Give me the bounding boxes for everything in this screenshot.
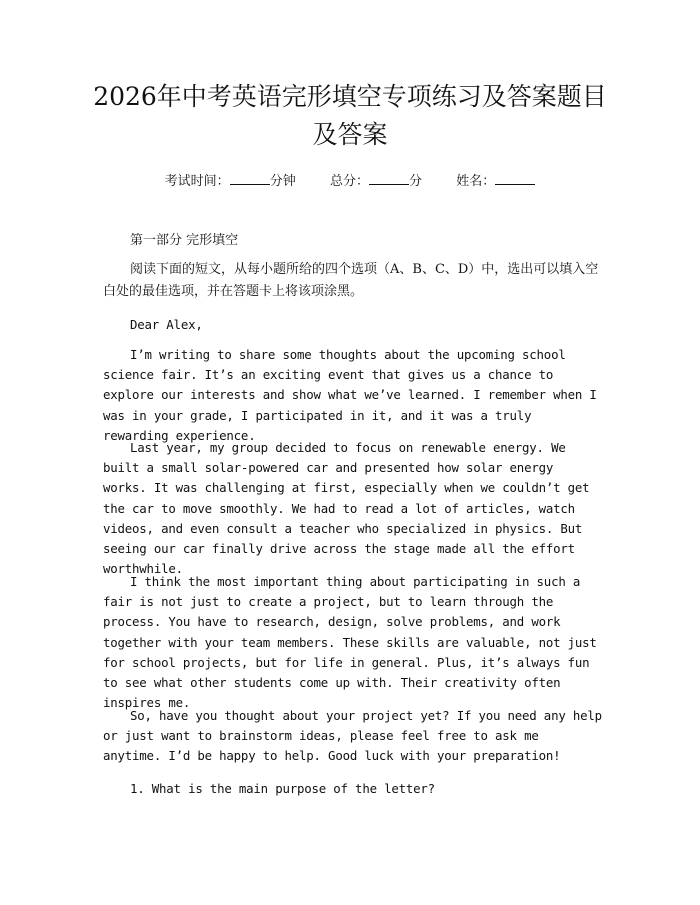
time-label: 考试时间：	[164, 174, 230, 189]
score-label: 总分：	[329, 174, 369, 189]
score-unit: 分	[409, 174, 423, 189]
question-1: 1. What is the main purpose of the letter?	[130, 781, 435, 796]
score-blank	[369, 172, 409, 185]
letter-paragraph-1: I’m writing to share some thoughts about the upcoming school science fair. It’s an exciting event that gives us a chance to explore our interests and show what we’ve learned. I remember when I was in your grade, I participated in it, and it was a truly rewarding experience.	[103, 347, 597, 443]
instructions-text: 阅读下面的短文，从每小题所给的四个选项（A、B、C、D）中，选出可以填入空白处的最佳选项，并在答题卡上将该项涂黑。	[103, 262, 599, 299]
exam-meta-line	[0, 170, 700, 189]
name-blank	[495, 172, 535, 185]
section-heading: 第一部分 完形填空	[130, 233, 239, 248]
time-unit: 分钟	[269, 174, 296, 189]
name-label: 姓名：	[456, 174, 496, 189]
document-title: 2026年中考英语完形填空专项练习及答案题目及答案	[93, 82, 607, 149]
letter-paragraph-3: I think the most important thing about participating in such a fair is not just to create a project, but to learn through the process. You have to research, design, solve problems, and work together with your team members. These skills are valuable, not just for school projects, but for life in general. Plus, it’s always fun to see what other students come up with. Their creativity often inspires me.	[103, 574, 597, 711]
time-blank	[230, 172, 270, 185]
letter-salutation: Dear Alex,	[130, 317, 203, 332]
letter-paragraph-4: So, have you thought about your project yet? If you need any help or just want to brainstorm ideas, please feel free to ask me anytime. I’d be happy to help. Good luck with your preparation!	[103, 708, 602, 764]
letter-paragraph-2: Last year, my group decided to focus on renewable energy. We built a small solar-powered car and presented how solar energy works. It was challenging at first, especially when we couldn’t get the car to move smoothly. We had to read a lot of articles, watch videos, and even consult a teacher who specialized in physics. But seeing our car finally drive across the stage made all the effort worthwhile.	[103, 440, 590, 577]
